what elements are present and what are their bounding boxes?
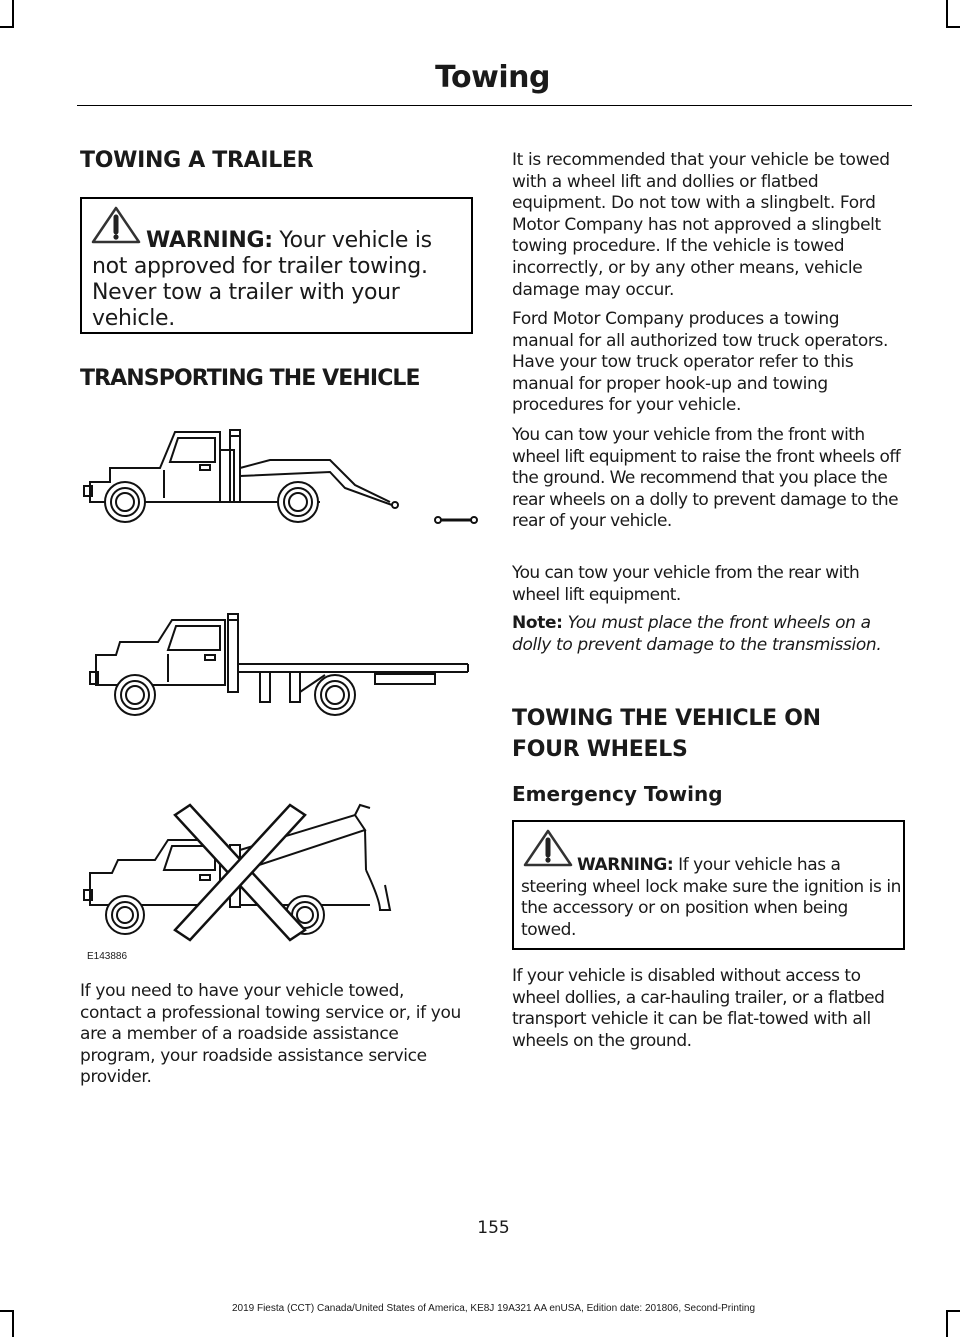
paragraph: If your vehicle is disabled without access to wheel dollies, a car-hauling trailer, or a flatbed transport vehicle it can be flat-towed with all wheels on the ground. [512,966,885,1051]
warning-label: WARNING: [146,228,273,253]
note-text: You must place the front wheels on a dolly to prevent damage to the transmission. [512,613,882,655]
crop-mark [0,26,14,28]
page-number: 155 [477,1218,510,1238]
heading-transporting-the-vehicle: TRANSPORTING THE VEHICLE [80,366,420,391]
note-label: Note: [512,613,563,633]
page-title: Towing [435,60,550,95]
crop-mark [12,0,14,27]
heading-towing-a-trailer: TOWING A TRAILER [80,148,314,173]
paragraph: You can tow your vehicle from the rear with wheel lift equipment. [512,563,860,605]
figure-code: E143886 [87,951,128,962]
wheel-lift-truck [84,430,477,523]
warning-text-steering-lock [521,855,905,941]
prohibited-cross-icon [175,805,305,940]
heading-towing-four-wheels-line2: FOUR WHEELS [512,737,688,762]
subheading-emergency-towing: Emergency Towing [512,782,723,806]
warning-label: WARNING: [577,855,674,875]
paragraph: It is recommended that your vehicle be towed with a wheel lift and dollies or flatbed equipment. Do not tow with a slingbelt. Ford Motor Company has not approved a slingbelt towing procedure. If the vehicle is towed incorrectly, or by any other means, vehicle damage may occur. [512,150,890,300]
paragraph: You can tow your vehicle from the front with wheel lift equipment to raise the front wheels off the ground. We recommend that you place the rear wheels on a dolly to prevent damage to the rear of your vehicle. [512,425,901,532]
crop-mark [946,0,948,27]
paragraph: If you need to have your vehicle towed, contact a professional towing service or, if you are a member of a roadside assistance program, your roadside assistance service provider. [80,981,461,1088]
warning-box-steering-lock [512,820,905,950]
heading-towing-four-wheels-line1: TOWING THE VEHICLE ON [512,706,821,731]
warning-text-trailer [92,228,472,332]
warning-box-trailer [80,197,473,334]
crop-mark [946,26,960,28]
crop-mark [946,1310,948,1337]
crop-mark [12,1310,14,1337]
paragraph: Ford Motor Company produces a towing manual for all authorized tow truck operators. Have your tow truck operator refer to this manual for proper hook-up and towing procedures for your vehicle. [512,309,889,416]
tow-truck-illustration [80,410,480,970]
note-paragraph [512,613,904,656]
document-footer: 2019 Fiesta (CCT) Canada/United States of America, KE8J 19A321 AA enUSA, Edition date: 201806, Second-Printing [231,1303,756,1314]
warning-body: Your vehicle is not approved for trailer towing. Never tow a trailer with your vehicle. [92,228,432,331]
warning-body: If your vehicle has a steering wheel lock make sure the ignition is in the accessory or on position when being towed. [521,855,901,940]
header-rule [77,105,912,106]
flatbed-truck [90,614,468,715]
